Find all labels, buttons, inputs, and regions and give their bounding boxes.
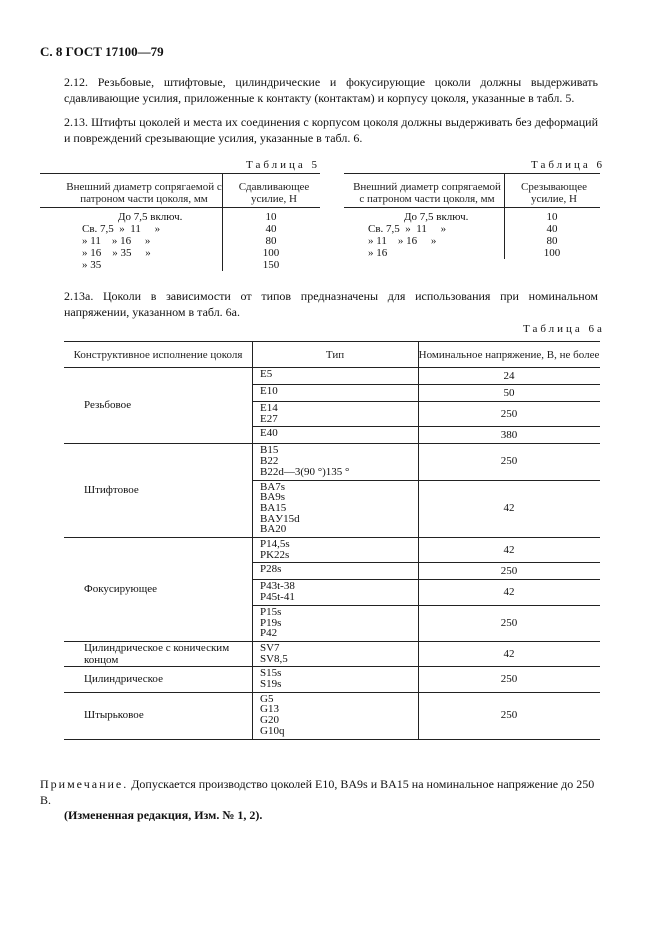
table6a-group-rule [64, 666, 600, 667]
table6a-type-cell: P43t-38 P45t-41 [260, 580, 295, 604]
table6a-row-rule [252, 401, 600, 402]
table5-row-range: » 11 » 16 » [82, 235, 151, 247]
table6a-type-cell: BA7s BA9s BA15 BAУ15d BA20 [260, 480, 300, 536]
table5-row-value: 150 [262, 259, 280, 271]
table6a-type-cell: E40 [260, 427, 278, 440]
table6-col2-header: Срезывающее усилие, Н [521, 181, 587, 205]
table6-row-range: Св. 7,5 » 11 » [368, 223, 447, 235]
table5-row-range: До 7,5 включ. [118, 211, 183, 223]
table6-row-range: До 7,5 включ. [404, 211, 469, 223]
table6-row-range: » 11 » 16 » [368, 235, 437, 247]
table6-col1-header: Внешний диаметр сопрягаемой с патроном части цоколя, мм [353, 181, 501, 205]
table5-row-value: 100 [262, 247, 280, 259]
table6a-type-cell: E14 E27 [260, 402, 278, 425]
table6a-row-rule [252, 579, 600, 580]
table6a-voltage-cell: 42 [503, 543, 515, 556]
table5-top-rule [40, 173, 320, 174]
table6-header-rule [344, 207, 600, 208]
paragraph-2-13a-text: 2.13а. Цоколи в зависимости от типов предназначены для использования при номинальном напряжении, указанном в табл. 6а. [64, 289, 598, 319]
table6a-col2-header: Тип [325, 349, 345, 361]
table6a-row-rule [252, 480, 600, 481]
table6a-group-name: Штифтовое [84, 484, 139, 497]
table6a-voltage-cell: 250 [500, 616, 518, 629]
note-label: Примечание. [40, 777, 129, 791]
table6a-row-rule [252, 384, 600, 385]
table5-caption: Таблица 5 [246, 159, 321, 171]
table-note [40, 776, 600, 808]
table6a-type-cell: P28s [260, 563, 282, 576]
table6a-group-name: Резьбовое [84, 399, 132, 412]
table6a-group-rule [64, 537, 600, 538]
table6a-type-cell: G5 G13 G20 G10q [260, 692, 285, 737]
table6a-type-cell: E10 [260, 385, 278, 397]
table6a-voltage-cell: 42 [503, 502, 515, 515]
table5-col1-header: Внешний диаметр сопрягаемой с патроном части цоколя, мм [66, 181, 222, 205]
table6a-divider-2 [418, 341, 419, 739]
table6-top-rule [344, 173, 600, 174]
paragraph-2-13 [64, 114, 598, 146]
table6a-top-rule [64, 341, 600, 342]
table6a-group-name: Цилиндрическое [84, 673, 163, 685]
table5-row-range: » 35 [82, 259, 102, 271]
table6a-type-cell: P14,5s PK22s [260, 538, 290, 561]
table6-caption: Таблица 6 [531, 159, 606, 171]
paragraph-2-12-text: 2.12. Резьбовые, штифтовые, цилиндрические и фокусирующие цоколи должны выдерживать сдавливающие усилия, приложенные к контакту (контактам) и корпусу цоколя, указанные в табл. 5. [64, 75, 598, 105]
table6a-col1-header: Конструктивное исполнение цоколя [73, 349, 243, 361]
paragraph-2-12 [64, 74, 598, 106]
table6a-type-cell: P15s P19s P42 [260, 605, 282, 640]
table5-row-range: » 16 » 35 » [82, 247, 151, 259]
table6a-voltage-cell: 42 [503, 586, 515, 599]
table6a-voltage-cell: 250 [500, 455, 518, 468]
table5-row-value: 40 [265, 223, 277, 235]
table5-row-value: 10 [265, 211, 277, 223]
table6a-type-cell: S15s S19s [260, 667, 282, 690]
note-text: Допускается производство цоколей E10, BA9s и BA15 на номинальное напряжение до 250 В. [40, 777, 595, 807]
amendment-note: (Измененная редакция, Изм. № 1, 2). [64, 808, 263, 822]
table6a-voltage-cell: 380 [500, 428, 518, 441]
table6a-voltage-cell: 50 [503, 386, 515, 399]
table6a-col3-header: Номинальное напряжение, В, не более [418, 349, 600, 361]
table6a-type-cell: SV7 SV8,5 [260, 641, 288, 665]
table6-row-value: 80 [546, 235, 558, 247]
table6a-type-cell: E5 [260, 368, 273, 380]
table5-row-value: 80 [265, 235, 277, 247]
table6a-row-rule [252, 426, 600, 427]
table6a-group-rule [64, 739, 600, 740]
table6a-type-cell: B15 B22 B22d—3(90 °)135 ° [260, 444, 350, 478]
table6a-group-name: Штырьковое [84, 709, 144, 722]
table6a-caption: Таблица 6а [523, 323, 605, 335]
table6-row-value: 100 [543, 247, 561, 259]
table6-row-value: 10 [546, 211, 558, 223]
paragraph-2-13-text: 2.13. Штифты цоколей и места их соединения с корпусом цоколя должны выдерживать без деформаций и повреждений срезывающие усилия, указанные в табл. 6. [64, 115, 598, 145]
table6-row-value: 40 [546, 223, 558, 235]
table6a-voltage-cell: 250 [500, 564, 518, 577]
table6a-header-rule [64, 367, 600, 368]
paragraph-2-13a [64, 288, 598, 320]
table6a-voltage-cell: 250 [500, 407, 518, 420]
page-header: С. 8 ГОСТ 17100—79 [40, 44, 164, 59]
table6a-group-name: Фокусирующее [84, 582, 157, 595]
table5-row-range: Св. 7,5 » 11 » [82, 223, 161, 235]
table5-col2-header: Сдавливающее усилие, Н [238, 181, 310, 205]
table6a-voltage-cell: 250 [500, 673, 518, 685]
table6a-row-rule [252, 605, 600, 606]
table6a-voltage-cell: 250 [500, 709, 518, 722]
table6a-voltage-cell: 42 [503, 647, 515, 660]
table6a-voltage-cell: 24 [503, 369, 515, 382]
table6a-row-rule [252, 562, 600, 563]
table6-row-range: » 16 [368, 247, 388, 259]
table5-header-rule [40, 207, 320, 208]
table6a-group-rule [64, 443, 600, 444]
table6a-group-name: Цилиндрическое с коническим концом [84, 641, 230, 666]
table6a-divider-1 [252, 341, 253, 739]
table6a-group-rule [64, 692, 600, 693]
